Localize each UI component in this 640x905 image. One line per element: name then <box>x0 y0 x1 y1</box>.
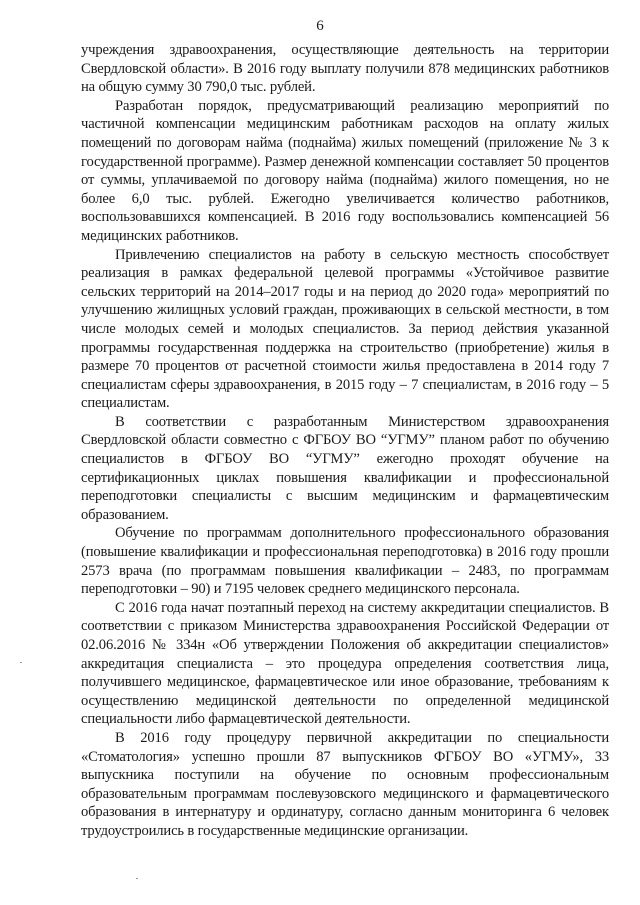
scan-speck <box>136 878 138 879</box>
scan-speck <box>20 662 22 663</box>
paragraph-1: учреждения здравоохранения, осуществляющие деятельность на территории Свердловской области». В 2016 году выплату получили 878 медицинских работников на общую сумму 30 790,0 тыс. рублей. <box>81 42 609 96</box>
paragraph-5: Обучение по программам дополнительного профессионального образования (повышение квалификации и профессиональная переподготовка) в 2016 году прошли 2573 врача (по программам повышения квалификации – 2483, по программам переподготовки – 90) и 7195 человек среднего медицинского персонала. <box>81 525 609 598</box>
paragraph-4: В соответствии с разработанным Министерством здравоохранения Свердловской области совместно с ФГБОУ ВО “УГМУ” планом работ по обучению специалистов в ФГБОУ ВО “УГМУ” ежегодно проходят обучение на сертификационных циклах повышения квалификации и профессиональной переподготовки специалисты с высшим медицинским и фармацевтическим образованием. <box>81 413 609 523</box>
paragraph-2: Разработан порядок, предусматривающий реализацию мероприятий по частичной компенсации медицинским работникам расходов на оплату жилых помещений по договорам найма (поднайма) жилых помещений (приложение № 3 к государственной программе). Размер денежной компенсации составляет 50 процентов от суммы, уплачиваемой по договору найма (поднайма) жилого помещения, но не более 6,0 тыс. рублей. Ежегодно увеличивается количество работников, воспользовавшихся компенсацией. В 2016 году воспользовались компенсацией 56 медицинских работников. <box>81 97 609 244</box>
page-number: 6 <box>316 18 324 34</box>
paragraph-3: Привлечению специалистов на работу в сельскую местность способствует реализация в рамках федеральной целевой программы «Устойчивое развитие сельских территорий на 2014–2017 годы и на период до 2020 года» мероприятий по улучшению жилищных условий граждан, проживающих в сельской местности, в том числе молодых семей и молодых специалистов. За период действия указанной программы государственная поддержка на строительство (приобретение) жилья в размере 70 процентов от расчетной стоимости жилья предоставлена в 2014 году 7 специалистам сферы здравоохранения, в 2015 году – 7 специалистам, в 2016 году – 5 специалистам. <box>81 246 609 412</box>
paragraph-7: В 2016 году процедуру первичной аккредитации по специальности «Стоматология» успешно прошли 87 выпускников ФГБОУ ВО «УГМУ», 33 выпускника поступили на обучение по основным профессиональным образовательным программам послевузовского медицинского и фармацевтического образования в интернатуру и ординатуру, согласно данным мониторинга 6 человек трудоустроились в государственные медицинские организации. <box>81 729 609 839</box>
paragraph-6: С 2016 года начат поэтапный переход на систему аккредитации специалистов. В соответствии с приказом Министерства здравоохранения Российской Федерации от 02.06.2016 № 334н «Об утверждении Положения об аккредитации специалистов» аккредитация специалиста – это процедура определения соответствия лица, получившего медицинское, фармацевтическое или иное образование, требованиям к осуществлению медицинской деятельности по определенной медицинской специальности либо фармацевтической деятельности. <box>81 599 609 728</box>
document-body <box>81 41 609 841</box>
